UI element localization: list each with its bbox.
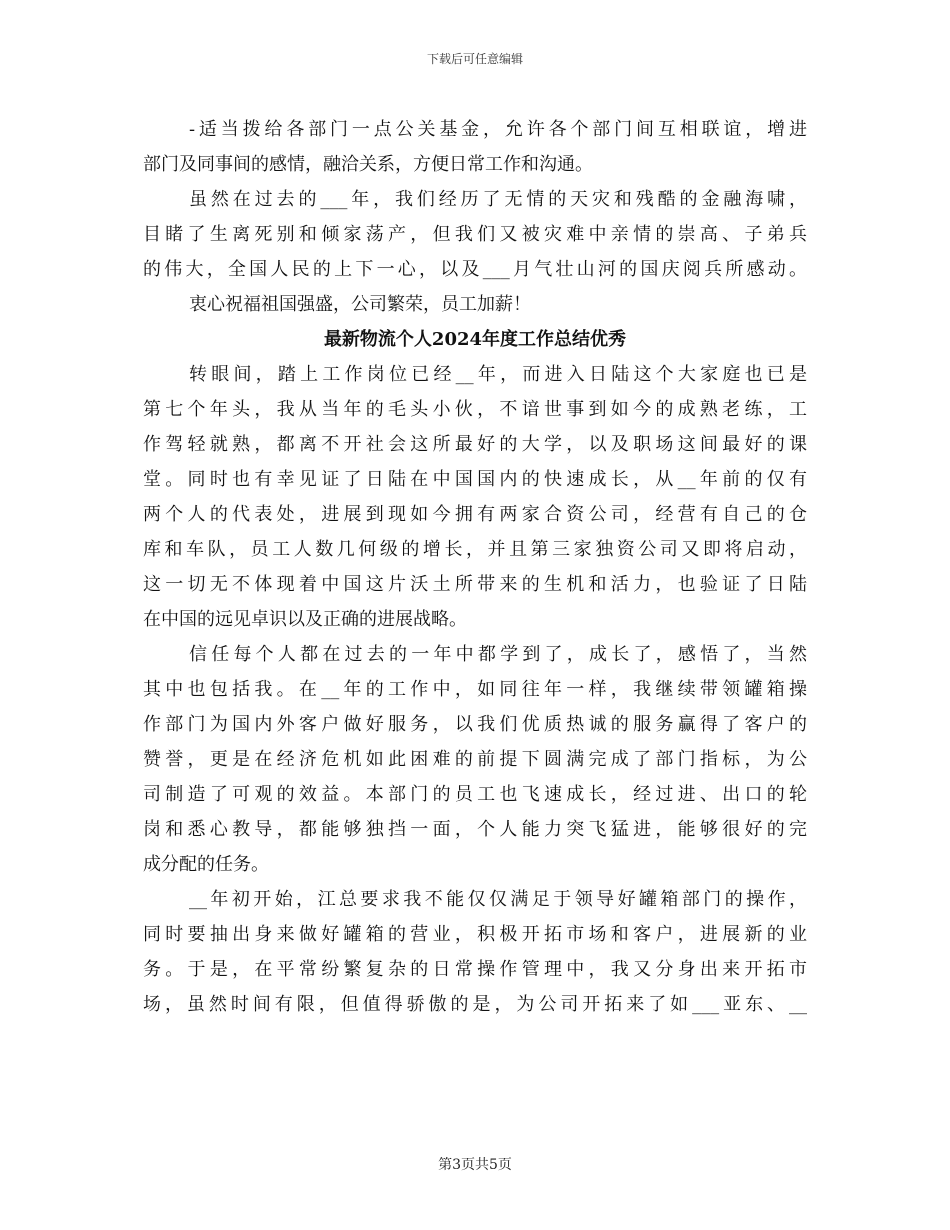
text-line: 虽然在过去的___年，我们经历了无情的天灾和残酷的金融海啸，	[189, 189, 807, 210]
text-line: 在中国的远见卓识以及正确的进展战略。	[143, 609, 467, 630]
text-line: 这一切无不体现着中国这片沃土所带来的生机和活力，也验证了日陆	[143, 574, 807, 595]
text-line: 衷心祝福祖国强盛，公司繁荣，员工加薪！	[189, 294, 531, 315]
text-line: 同时要抽出身来做好罐箱的营业，积极开拓市场和客户，进展新的业	[143, 924, 807, 945]
text-line: 场，虽然时间有限，但值得骄傲的是，为公司开拓来了如___亚东、__	[143, 994, 807, 1015]
text-line: 作部门为国内外客户做好服务，以我们优质热诚的服务赢得了客户的	[143, 714, 807, 735]
text-line: 成分配的任务。	[143, 854, 269, 875]
text-line: -适当拨给各部门一点公关基金，允许各个部门间互相联谊，增进	[189, 119, 807, 140]
text-line: 赞誉，更是在经济危机如此困难的前提下圆满完成了部门指标，为公	[143, 749, 807, 770]
page-footer: 第3页共5页	[438, 1157, 512, 1173]
text-line: 的伟大，全国人民的上下一心，以及___月气壮山河的国庆阅兵所感动。	[143, 259, 807, 280]
text-line: 其中也包括我。在__年的工作中，如同往年一样，我继续带领罐箱操	[143, 679, 807, 700]
text-line: 部门及同事间的感情，融洽关系，方便日常工作和沟通。	[143, 154, 593, 175]
text-line: 库和车队，员工人数几何级的增长，并且第三家独资公司又即将启动，	[143, 539, 807, 560]
text-line: 目睹了生离死别和倾家荡产，但我们又被灾难中亲情的崇高、子弟兵	[143, 224, 807, 245]
text-line: 堂。同时也有幸见证了日陆在中国国内的快速成长，从__年前的仅有	[143, 469, 807, 490]
text-line: 第七个年头，我从当年的毛头小伙，不谙世事到如今的成熟老练，工	[143, 399, 807, 420]
text-line: 岗和悉心教导，都能够独挡一面，个人能力突飞猛进，能够很好的完	[143, 819, 807, 840]
page-header: 下载后可任意编辑	[426, 52, 523, 66]
text-line: 作驾轻就熟，都离不开社会这所最好的大学，以及职场这间最好的课	[143, 434, 807, 455]
text-line: 两个人的代表处，进展到现如今拥有两家合资公司，经营有自己的仓	[143, 504, 807, 525]
text-line: __年初开始，江总要求我不能仅仅满足于领导好罐箱部门的操作，	[189, 889, 807, 910]
section-title: 最新物流个人2024年度工作总结优秀	[323, 329, 627, 350]
text-line: 务。于是，在平常纷繁复杂的日常操作管理中，我又分身出来开拓市	[143, 959, 807, 980]
text-line: 转眼间，踏上工作岗位已经__年，而进入日陆这个大家庭也已是	[189, 364, 807, 385]
text-line: 信任每个人都在过去的一年中都学到了，成长了，感悟了，当然	[189, 644, 807, 665]
document-body	[143, 112, 807, 1022]
text-line: 司制造了可观的效益。本部门的员工也飞速成长，经过进、出口的轮	[143, 784, 807, 805]
